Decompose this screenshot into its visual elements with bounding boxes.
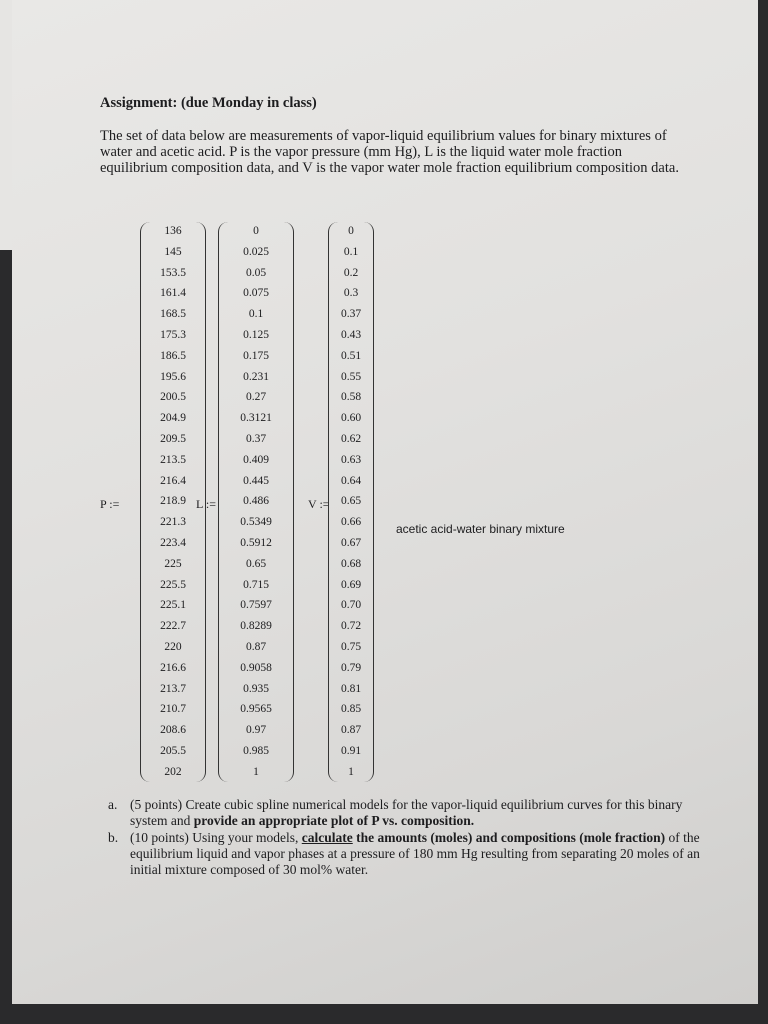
- p-value: 216.4: [160, 474, 186, 487]
- p-value: 136: [164, 225, 182, 237]
- v-value: 0.3: [343, 287, 359, 300]
- p-value: 220: [164, 641, 182, 653]
- l-value: 0.87: [245, 641, 267, 653]
- l-value: 0.97: [245, 724, 267, 737]
- p-assign-label: P :=: [100, 497, 120, 511]
- v-value: 0.79: [340, 661, 362, 674]
- task-bold-text: the amounts (moles) and compositions (mole fraction): [352, 830, 666, 845]
- p-value: 213.5: [160, 453, 186, 466]
- l-value: 0.075: [243, 287, 269, 300]
- task-text: (5 points) Create cubic spline numerical models for the vapor-liquid equilibrium curves for this binary system and: [130, 797, 683, 828]
- v-value: 0.75: [340, 641, 362, 653]
- l-value: 0.3121: [240, 412, 272, 425]
- p-value: 213.7: [160, 682, 186, 695]
- l-value: 0.1: [248, 308, 264, 321]
- p-value: 225.5: [160, 578, 186, 591]
- p-value: 208.6: [160, 724, 186, 737]
- p-value: 205.5: [160, 745, 186, 757]
- l-vector: [218, 222, 294, 782]
- l-value: 0.8289: [240, 620, 272, 633]
- task-text: (10 points) Using your models,: [130, 830, 302, 845]
- v-value: 0.91: [340, 745, 362, 757]
- l-value: 0.175: [243, 349, 269, 362]
- task-bold-text: provide an appropriate plot of P vs. composition.: [193, 813, 475, 828]
- v-value: 0.43: [340, 329, 362, 341]
- p-value: 225: [164, 557, 182, 570]
- v-value: 0.70: [340, 599, 362, 612]
- p-value: 168.5: [160, 308, 186, 321]
- p-value: 209.5: [160, 433, 186, 445]
- v-value: 0.62: [340, 433, 362, 445]
- p-value: 186.5: [160, 349, 186, 362]
- p-value: 202: [164, 765, 182, 778]
- l-value: 0.9565: [240, 703, 272, 716]
- l-value: 0.409: [243, 453, 269, 466]
- l-value: 0.65: [245, 557, 267, 570]
- assignment-title: Assignment: (due Monday in class): [100, 95, 317, 111]
- v-value: 1: [348, 765, 354, 778]
- intro-paragraph: The set of data below are measurements of vapor-liquid equilibrium values for binary mixtures of water and acetic acid. P is the vapor pressure (mm Hg), L is the liquid water mole fraction equilibrium composition data, and V is the vapor water mole fraction equilibrium composition data.: [100, 128, 679, 176]
- l-value: 1: [253, 765, 259, 778]
- v-value: 0.63: [340, 453, 362, 466]
- v-value: 0: [348, 225, 354, 237]
- l-value: 0.27: [245, 391, 267, 404]
- l-value: 0.05: [245, 266, 267, 279]
- l-value: 0.9058: [240, 661, 272, 674]
- p-value: 223.4: [160, 537, 186, 549]
- l-value: 0.486: [243, 495, 269, 508]
- l-value: 0.5349: [240, 516, 272, 529]
- p-value: 222.7: [160, 620, 186, 633]
- v-value: 0.51: [340, 349, 362, 362]
- v-assign-label: V :=: [308, 497, 330, 511]
- task-list: [108, 797, 708, 879]
- v-value: 0.66: [340, 516, 362, 529]
- v-value: 0.2: [343, 266, 359, 279]
- p-value: 225.1: [160, 599, 186, 612]
- l-value: 0.5912: [240, 537, 272, 549]
- task-a: [108, 797, 708, 829]
- v-value: 0.58: [340, 391, 362, 404]
- v-value: 0.55: [340, 370, 362, 383]
- p-value: 145: [164, 245, 182, 258]
- p-value: 216.6: [160, 661, 186, 674]
- p-value: 204.9: [160, 412, 186, 425]
- task-text: of the equilibrium liquid and vapor phases at a pressure of 180 mm Hg resulting from separating 20 moles of an initial mixture composed of 30 mol% water.: [130, 830, 700, 877]
- v-value: 0.1: [343, 245, 359, 258]
- v-value: 0.85: [340, 703, 362, 716]
- l-value: 0: [253, 225, 259, 237]
- v-value: 0.72: [340, 620, 362, 633]
- v-value: 0.60: [340, 412, 362, 425]
- l-value: 0.935: [243, 682, 269, 695]
- l-value: 0.715: [243, 578, 269, 591]
- p-value: 200.5: [160, 391, 186, 404]
- task-underlined-text: calculate: [301, 830, 353, 845]
- l-value: 0.445: [243, 474, 269, 487]
- p-value: 218.9: [160, 495, 186, 508]
- l-value: 0.985: [243, 745, 269, 757]
- v-value: 0.65: [340, 495, 362, 508]
- v-value: 0.64: [340, 474, 362, 487]
- v-value: 0.68: [340, 557, 362, 570]
- mixture-label: acetic acid-water binary mixture: [396, 522, 565, 536]
- l-assign-label: L :=: [196, 497, 216, 511]
- l-value: 0.231: [243, 370, 269, 383]
- p-value: 175.3: [160, 329, 186, 341]
- l-value: 0.125: [243, 329, 269, 341]
- p-value: 153.5: [160, 266, 186, 279]
- v-value: 0.69: [340, 578, 362, 591]
- p-value: 221.3: [160, 516, 186, 529]
- task-marker: a.: [108, 797, 118, 812]
- p-value: 195.6: [160, 370, 186, 383]
- v-value: 0.87: [340, 724, 362, 737]
- v-value: 0.67: [340, 537, 362, 549]
- p-value: 210.7: [160, 703, 186, 716]
- task-b: [108, 830, 708, 878]
- task-marker: b.: [108, 830, 119, 845]
- v-vector: [328, 222, 374, 782]
- v-value: 0.81: [340, 682, 362, 695]
- l-value: 0.7597: [240, 599, 272, 612]
- p-value: 161.4: [160, 287, 186, 300]
- v-value: 0.37: [340, 308, 362, 321]
- l-value: 0.37: [245, 433, 267, 445]
- l-value: 0.025: [243, 245, 269, 258]
